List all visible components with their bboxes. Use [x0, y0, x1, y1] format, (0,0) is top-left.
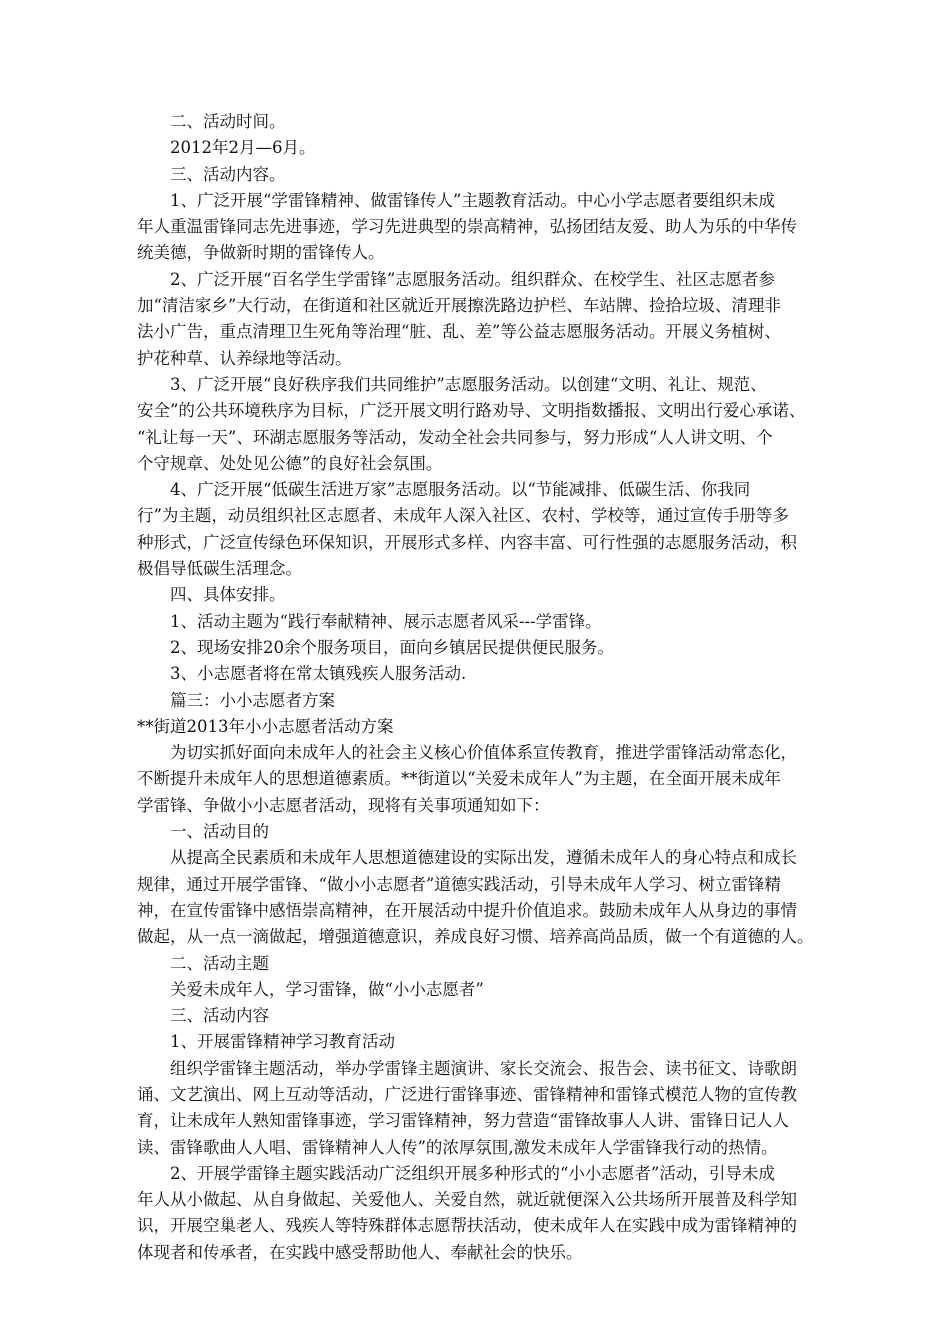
text-line: 极倡导低碳生活理念。: [137, 559, 302, 579]
text-line: 1、广泛开展“学雷锋精神、做雷锋传人”主题教育活动。中心小学志愿者要组织未成: [170, 190, 775, 210]
text-line: 法小广告，重点清理卫生死角等治理“脏、乱、差”等公益志愿服务活动。开展义务植树、: [137, 322, 781, 342]
text-line: 育，让未成年人熟知雷锋事迹，学习雷锋精神，努力营造“雷锋故事人人讲、雷锋日记人人: [137, 1111, 789, 1131]
text-line: 个守规章、处处见公德”的良好社会氛围。: [137, 453, 443, 473]
text-line: 一、活动目的: [170, 822, 269, 842]
text-line: 种形式，广泛宣传绿色环保知识，开展形式多样、内容丰富、可行性强的志愿服务活动，积: [137, 532, 797, 552]
text-line: 4、广泛开展“低碳生活进万家”志愿服务活动。以“节能减排、低碳生活、你我同: [170, 480, 751, 500]
text-line: 3、广泛开展“良好秩序我们共同维护”志愿服务活动。以创建“文明、礼让、规范、: [170, 374, 767, 394]
text-line: 三、活动内容: [170, 1006, 269, 1026]
text-line: 体现者和传承者，在实践中感受帮助他人、奉献社会的快乐。: [137, 1242, 583, 1262]
text-line: 四、具体安排。: [170, 585, 286, 605]
text-line: 2012年2月—6月。: [170, 138, 316, 158]
text-line: 读、雷锋歌曲人人唱、雷锋精神人人传”的浓厚氛围,激发未成年人学雷锋我行动的热情。: [137, 1137, 778, 1157]
text-line: 安全”的公共环境秩序为目标，广泛开展文明行路劝导、文明指数播报、文明出行爱心承诺、: [137, 401, 806, 421]
text-line: 三、活动内容。: [170, 164, 286, 184]
text-line: 1、活动主题为“践行奉献精神、展示志愿者风采---学雷锋。: [170, 611, 602, 631]
text-line: 神，在宣传雷锋中感悟崇高精神，在开展活动中提升价值追求。鼓励未成年人从身边的事情: [137, 900, 797, 920]
text-line: 统美德，争做新时期的雷锋传人。: [137, 243, 385, 263]
text-line: 二、活动时间。: [170, 112, 286, 131]
text-line: 2、开展学雷锋主题实践活动广泛组织开展多种形式的“小小志愿者”活动，引导未成: [170, 1163, 775, 1183]
text-line: 为切实抓好面向未成年人的社会主义核心价值体系宣传教育，推进学雷锋活动常态化，: [170, 743, 797, 763]
text-line: 年人重温雷锋同志先进事迹，学习先进典型的崇高精神，弘扬团结友爱、助人为乐的中华传: [137, 217, 797, 237]
text-line: 护花种草、认养绿地等活动。: [137, 348, 352, 368]
text-line: 篇三：小小志愿者方案: [170, 690, 335, 710]
document-body: [0, 109, 950, 1266]
text-line: **街道2013年小小志愿者活动方案: [137, 716, 394, 736]
text-line: 二、活动主题: [170, 953, 269, 973]
text-line: 3、小志愿者将在常太镇残疾人服务活动.: [170, 664, 467, 684]
text-line: 组织学雷锋主题活动，举办学雷锋主题演讲、家长交流会、报告会、读书征文、诗歌朗: [170, 1058, 797, 1078]
text-line: 从提高全民素质和未成年人思想道德建设的实际出发，遵循未成年人的身心特点和成长: [170, 848, 797, 868]
text-line: 诵、文艺演出、网上互动等活动，广泛进行雷锋事迹、雷锋精神和雷锋式模范人物的宣传教: [137, 1084, 797, 1104]
text-line: 加“清洁家乡”大行动，在街道和社区就近开展擦洗路边护栏、车站牌、捡拾垃圾、清理非: [137, 296, 781, 316]
text-line: 识，开展空巢老人、残疾人等特殊群体志愿帮扶活动，使未成年人在实践中成为雷锋精神的: [137, 1216, 797, 1236]
text-line: 规律，通过开展学雷锋、“做小小志愿者”道德实践活动，引导未成年人学习、树立雷锋精: [137, 874, 781, 894]
text-line: 行”为主题，动员组织社区志愿者、未成年人深入社区、农村、学校等，通过宣传手册等多: [137, 506, 789, 526]
text-line: 1、开展雷锋精神学习教育活动: [170, 1032, 395, 1052]
text-line: “礼让每一天”、环湖志愿服务等活动，发动全社会共同参与，努力形成“人人讲文明、个: [137, 427, 773, 447]
text-line: 不断提升未成年人的思想道德素质。**街道以“关爱未成年人”为主题，在全面开展未成年: [137, 769, 781, 789]
text-line: 关爱未成年人，学习雷锋，做“小小志愿者”: [170, 979, 484, 999]
text-line: 2、广泛开展“百名学生学雷锋”志愿服务活动。组织群众、在校学生、社区志愿者参: [170, 269, 775, 289]
text-line: 2、现场安排20余个服务项目，面向乡镇居民提供便民服务。: [170, 637, 614, 657]
text-line: 做起，从一点一滴做起，增强道德意识，养成良好习惯、培养高尚品质，做一个有道德的人。: [137, 927, 814, 947]
text-line: 学雷锋、争做小小志愿者活动，现将有关事项通知如下：: [137, 795, 550, 815]
text-line: 年人从小做起、从自身做起、关爱他人、关爱自然，就近就便深入公共场所开展普及科学知: [137, 1190, 797, 1210]
